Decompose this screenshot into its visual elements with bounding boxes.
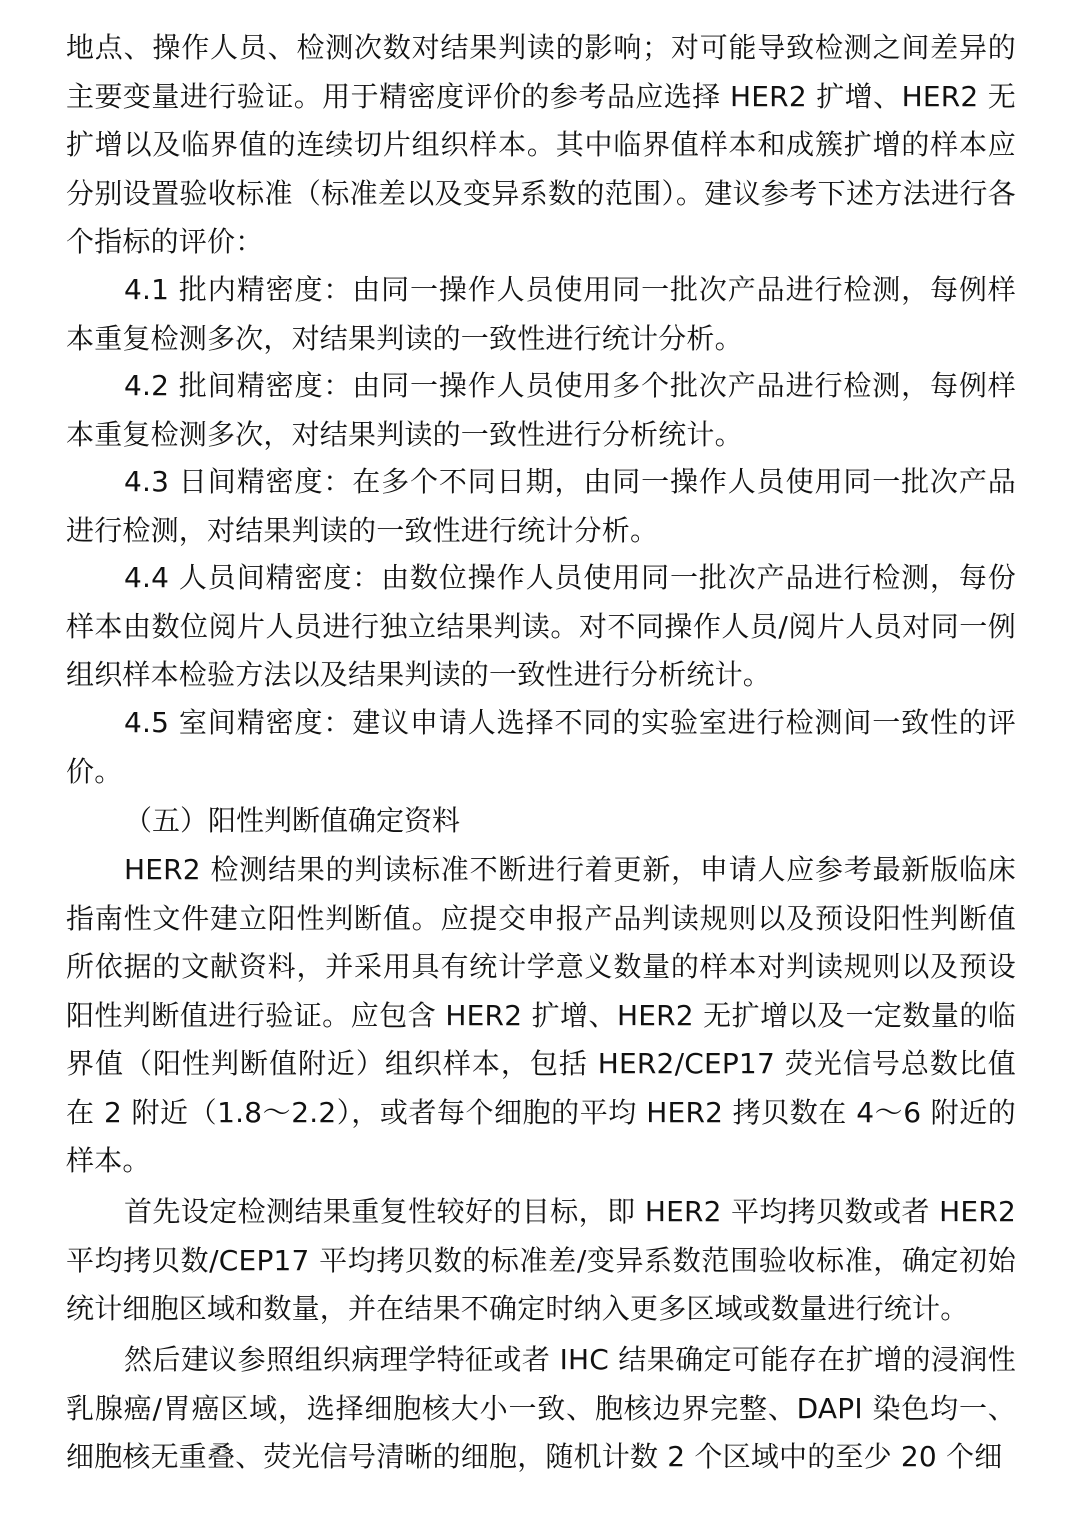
section-heading-positive-cutoff: （五）阳性判断值确定资料: [124, 804, 461, 837]
paragraph-intro: 地点、操作人员、检测次数对结果判读的影响；对可能导致检测之间差异的主要变量进行验证。用于精密度评价的参考品应选择 HER2 扩增、HER2 无扩增以及临界值的连续切片组织样本。其中临界值样本和成簇扩增的样本应分别设置验收标准（标准差以及变异系数的范围）。建议参考下述方法进行各个指标的评价：: [66, 31, 1016, 258]
paragraph-between-run-precision: 4.2 批间精密度：由同一操作人员使用多个批次产品进行检测，每例样本重复检测多次，对结果判读的一致性进行分析统计。: [66, 369, 1016, 451]
paragraph-reproducibility-target: 首先设定检测结果重复性较好的目标，即 HER2 平均拷贝数或者 HER2 平均拷贝数/CEP17 平均拷贝数的标准差/变异系数范围验收标准，确定初始统计细胞区域和数量，并在结果不确定时纳入更多区域或数量进行统计。: [66, 1195, 1016, 1325]
paragraph-positive-cutoff-description: HER2 检测结果的判读标准不断进行着更新，申请人应参考最新版临床指南性文件建立阳性判断值。应提交申报产品判读规则以及预设阳性判断值所依据的文献资料，并采用具有统计学意义数量的样本对判读规则以及预设阳性判断值进行验证。应包含 HER2 扩增、HER2 无扩增以及一定数量的临界值（阳性判断值附近）组织样本，包括 HER2/CEP17 荧光信号总数比值在 2 附近（1.8～2.2），或者每个细胞的平均 HER2 拷贝数在 4～6 附近的样本。: [66, 853, 1016, 1177]
paragraph-day-to-day-precision: 4.3 日间精密度：在多个不同日期，由同一操作人员使用同一批次产品进行检测，对结果判读的一致性进行统计分析。: [66, 465, 1016, 547]
paragraph-inter-operator-precision: 4.4 人员间精密度：由数位操作人员使用同一批次产品进行检测，每份样本由数位阅片人员进行独立结果判读。对不同操作人员/阅片人员对同一例组织样本检验方法以及结果判读的一致性进行分析统计。: [66, 561, 1016, 691]
paragraph-inter-lab-precision: 4.5 室间精密度：建议申请人选择不同的实验室进行检测间一致性的评价。: [66, 706, 1016, 788]
paragraph-within-run-precision: 4.1 批内精密度：由同一操作人员使用同一批次产品进行检测，每例样本重复检测多次，对结果判读的一致性进行统计分析。: [66, 273, 1016, 355]
paragraph-cell-counting-method: 然后建议参照组织病理学特征或者 IHC 结果确定可能存在扩增的浸润性乳腺癌/胃癌区域，选择细胞核大小一致、胞核边界完整、DAPI 染色均一、细胞核无重叠、荧光信号清晰的细胞，随机计数 2 个区域中的至少 20 个细: [66, 1343, 1016, 1473]
